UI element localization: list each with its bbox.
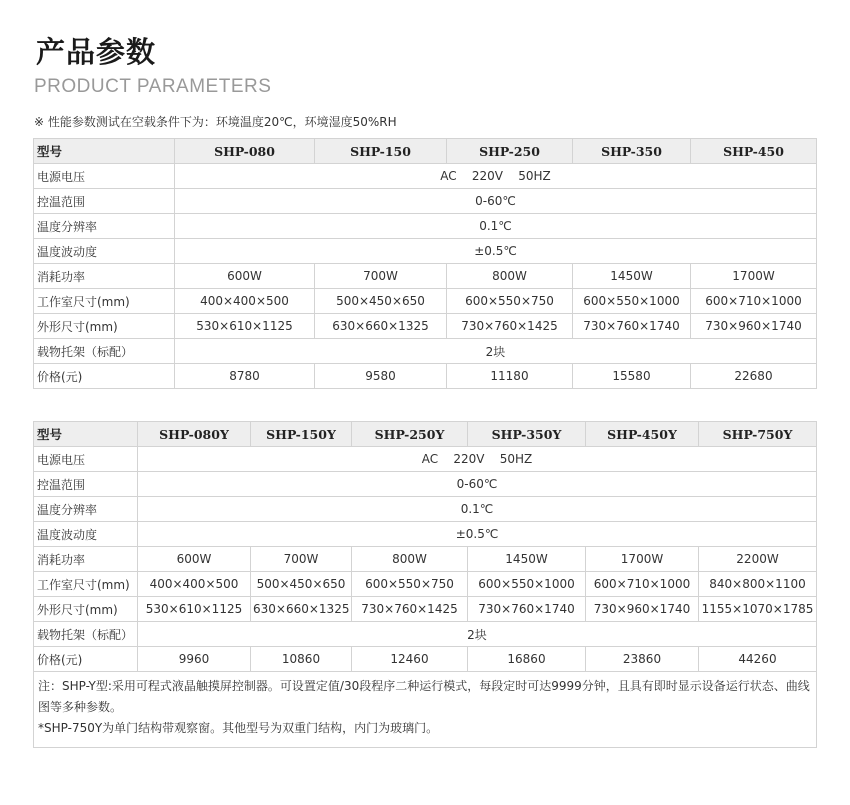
footnote-line: 注：SHP-Y型:采用可程式液晶触摸屏控制器。可设置定值/30段程序二种运行模式，每段定时可达9999分钟，且具有即时显示设备运行状态、曲线图等多种参数。 [38,679,810,714]
cell-value: 0-60℃ [175,189,817,214]
cell-value: ±0.5℃ [138,522,817,547]
model-name: SHP-750Y [699,422,817,447]
cell-value: 0.1℃ [175,214,817,239]
cell-value: 600×710×1000 [691,289,817,314]
row-label: 控温范围 [34,472,138,497]
table-row [34,622,817,647]
cell-value: 15580 [573,364,691,389]
table-row [34,547,817,572]
model-name: SHP-250 [447,139,573,164]
model-name: SHP-450Y [586,422,699,447]
model-name: SHP-080 [175,139,315,164]
cell-value: 530×610×1125 [138,597,251,622]
footnote-row [34,672,817,748]
model-name: SHP-150Y [251,422,352,447]
cell-value: 2块 [138,622,817,647]
table-row [34,647,817,672]
cell-value: 10860 [251,647,352,672]
cell-value: 44260 [699,647,817,672]
table-row [34,264,817,289]
row-label: 工作室尺寸(mm) [34,289,175,314]
row-label: 消耗功率 [34,264,175,289]
table-row [34,447,817,472]
cell-value: 1155×1070×1785 [699,597,817,622]
table-row [34,239,817,264]
cell-value: 730×760×1425 [447,314,573,339]
row-label: 价格(元) [34,647,138,672]
row-label: 价格(元) [34,364,175,389]
model-label: 型号 [34,422,138,447]
cell-value: 16860 [468,647,586,672]
cell-value: 730×960×1740 [691,314,817,339]
cell-value: 2200W [699,547,817,572]
row-label: 温度分辨率 [34,214,175,239]
model-name: SHP-250Y [352,422,468,447]
cell-value: 2块 [175,339,817,364]
cell-value: AC 220V 50HZ [138,447,817,472]
table-row [34,339,817,364]
row-label: 消耗功率 [34,547,138,572]
cell-value: 800W [447,264,573,289]
page-subtitle: PRODUCT PARAMETERS [34,76,272,97]
cell-value: 800W [352,547,468,572]
page-title: 产品参数 [36,35,157,69]
table-row [34,597,817,622]
table-row [34,289,817,314]
row-label: 载物托架（标配） [34,622,138,647]
cell-value: 12460 [352,647,468,672]
table-header-row [34,422,817,447]
cell-value: 730×760×1740 [468,597,586,622]
cell-value: 600×550×750 [352,572,468,597]
row-label: 温度波动度 [34,522,138,547]
table-row [34,189,817,214]
cell-value: 11180 [447,364,573,389]
cell-value: 700W [251,547,352,572]
table-row [34,214,817,239]
row-label: 控温范围 [34,189,175,214]
cell-value: 600×550×750 [447,289,573,314]
table-row [34,572,817,597]
cell-value: 9580 [315,364,447,389]
cell-value: 600W [175,264,315,289]
cell-value: 530×610×1125 [175,314,315,339]
row-label: 电源电压 [34,447,138,472]
test-condition-note: ※ 性能参数测试在空载条件下为：环境温度20℃，环境湿度50%RH [34,115,397,129]
cell-value: 700W [315,264,447,289]
model-name: SHP-150 [315,139,447,164]
row-label: 载物托架（标配） [34,339,175,364]
model-name: SHP-350Y [468,422,586,447]
table-row [34,522,817,547]
footnote-line: *SHP-750Y为单门结构带观察窗。其他型号为双重门结构，内门为玻璃门。 [38,721,439,735]
table-row [34,364,817,389]
table-row [34,164,817,189]
cell-value: 730×760×1425 [352,597,468,622]
model-name: SHP-350 [573,139,691,164]
cell-value: 500×450×650 [315,289,447,314]
cell-value: 600W [138,547,251,572]
cell-value: 840×800×1100 [699,572,817,597]
model-label: 型号 [34,139,175,164]
table-header-row [34,139,817,164]
cell-value: ±0.5℃ [175,239,817,264]
row-label: 外形尺寸(mm) [34,597,138,622]
cell-value: 600×710×1000 [586,572,699,597]
cell-value: 1700W [691,264,817,289]
model-name: SHP-080Y [138,422,251,447]
spec-table-standard [33,138,817,389]
cell-value: 0-60℃ [138,472,817,497]
cell-value: 630×660×1325 [315,314,447,339]
cell-value: 9960 [138,647,251,672]
row-label: 温度波动度 [34,239,175,264]
cell-value: 600×550×1000 [573,289,691,314]
cell-value: 1450W [468,547,586,572]
cell-value: 730×960×1740 [586,597,699,622]
cell-value: 400×400×500 [175,289,315,314]
row-label: 电源电压 [34,164,175,189]
cell-value: AC 220V 50HZ [175,164,817,189]
cell-value: 1450W [573,264,691,289]
cell-value: 730×760×1740 [573,314,691,339]
table-row [34,472,817,497]
cell-value: 22680 [691,364,817,389]
row-label: 工作室尺寸(mm) [34,572,138,597]
cell-value: 23860 [586,647,699,672]
cell-value: 600×550×1000 [468,572,586,597]
row-label: 外形尺寸(mm) [34,314,175,339]
row-label: 温度分辨率 [34,497,138,522]
cell-value: 0.1℃ [138,497,817,522]
cell-value: 630×660×1325 [251,597,352,622]
spec-table-y-series [33,421,817,748]
model-name: SHP-450 [691,139,817,164]
cell-value: 500×450×650 [251,572,352,597]
cell-value: 8780 [175,364,315,389]
footnote [34,672,817,748]
cell-value: 1700W [586,547,699,572]
cell-value: 400×400×500 [138,572,251,597]
table-row [34,314,817,339]
table-row [34,497,817,522]
